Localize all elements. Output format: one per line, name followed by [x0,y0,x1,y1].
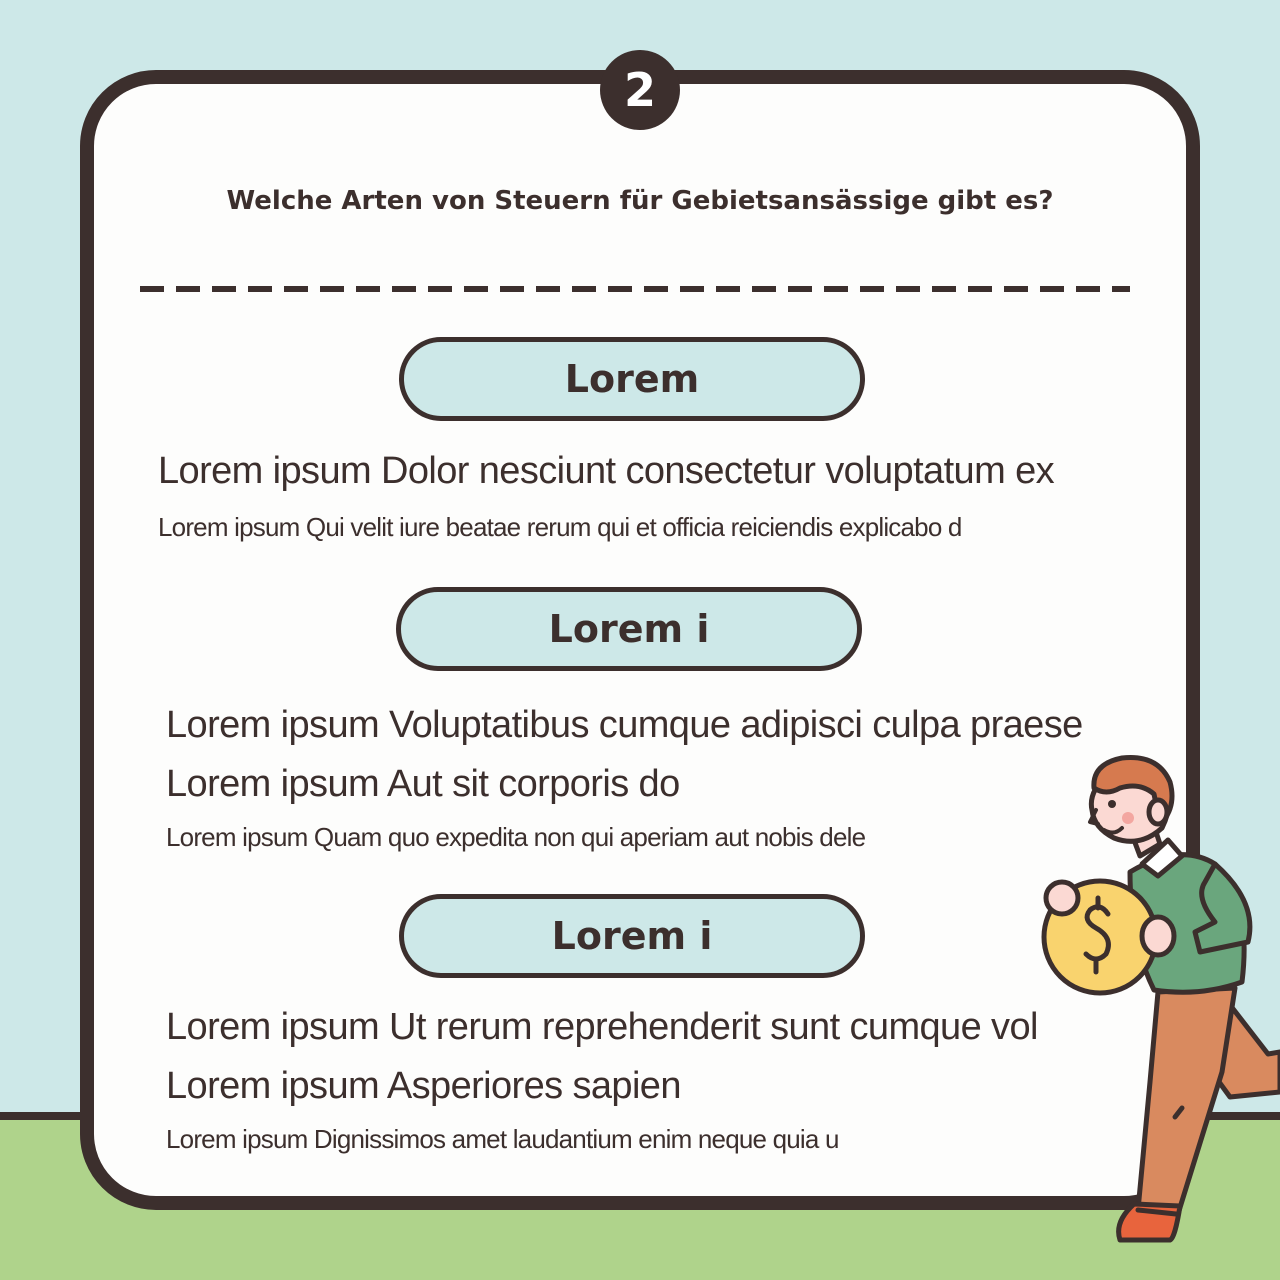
section-label-pill-2: Lorem i [396,587,862,671]
section-2-line-2: Lorem ipsum Aut sit corporis do [166,763,680,805]
section-label-pill-3: Lorem i [399,894,865,978]
dashed-divider [140,286,1130,292]
section-2-line-1: Lorem ipsum Voluptatibus cumque adipisci culpa praese [166,704,1083,746]
step-number-badge: 2 [600,50,680,130]
section-1-line-1: Lorem ipsum Dolor nesciunt consectetur voluptatum ex [158,450,1055,492]
person-carrying-coin-illustration [1030,752,1280,1252]
section-3-line-2: Lorem ipsum Asperiores sapien [166,1065,681,1107]
section-3-line-1: Lorem ipsum Ut rerum reprehenderit sunt cumque vol [166,1006,1038,1048]
section-3-detail: Lorem ipsum Dignissimos amet laudantium enim neque quia u [166,1124,839,1154]
page-title: Welche Arten von Steuern für Gebietsansässige gibt es? [226,186,1054,216]
section-1-detail: Lorem ipsum Qui velit iure beatae rerum qui et officia reiciendis explicabo d [158,512,962,542]
section-label-pill-1: Lorem [399,337,865,421]
section-2-detail: Lorem ipsum Quam quo expedita non qui aperiam aut nobis dele [166,822,866,852]
